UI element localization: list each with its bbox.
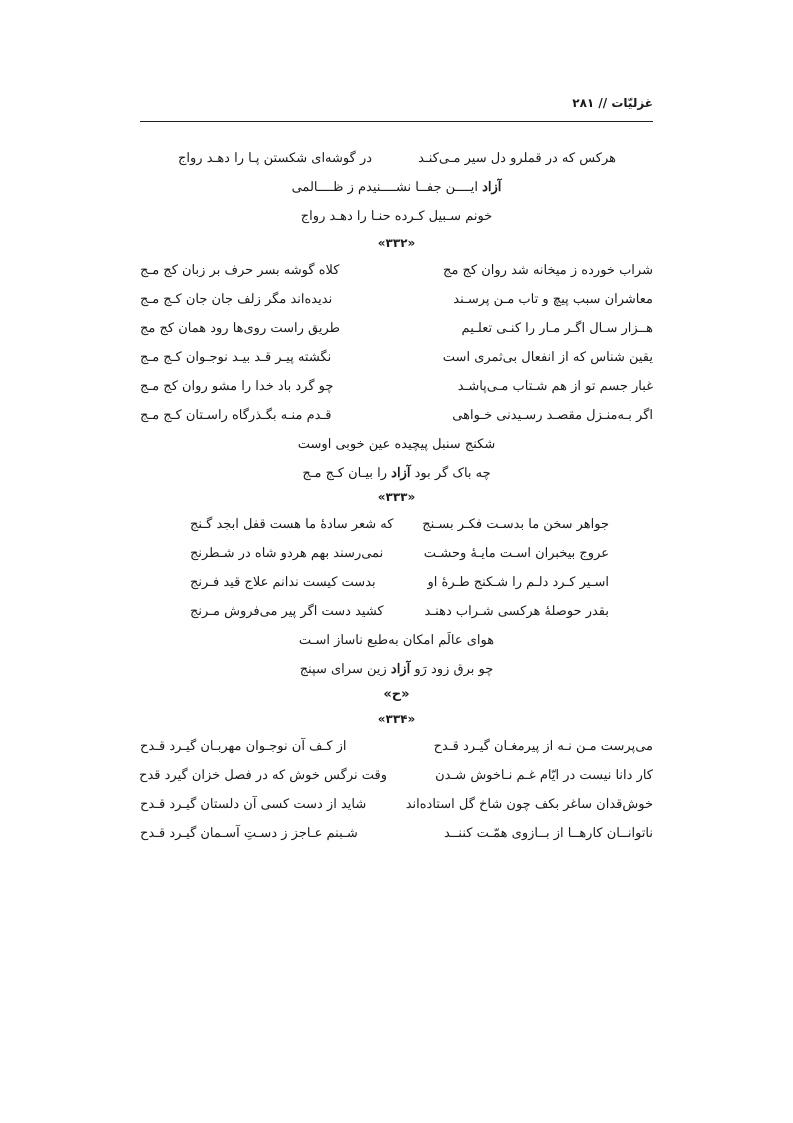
- hemistich-second: چو گرد باد خدا را مشو روان کج مـج: [140, 379, 334, 394]
- closing-line-text: زین سرای سپنج: [299, 662, 391, 677]
- closing-line: هوای عالَم امکان به‌طبع ناساز اسـت: [298, 633, 495, 648]
- hemistich-first: یقین شناس که از انفعال بی‌ثمری است: [442, 350, 653, 365]
- hemistich-second: نگشته پیـر قـد بیـد نوجـوان کـج مـج: [140, 350, 332, 365]
- ghazal-332: [140, 230, 653, 488]
- ghazal-number: «۳۳۳»: [377, 490, 416, 504]
- couplet: [140, 732, 653, 761]
- couplet: [140, 510, 653, 539]
- couplet: [140, 372, 653, 401]
- ghazal-number: «۳۳۲»: [377, 236, 416, 250]
- couplet: [140, 256, 653, 285]
- ghazal-number: «۳۳۴»: [377, 712, 416, 726]
- header-divider: [140, 121, 653, 122]
- running-header: غزلیّات // ۲۸۱: [572, 96, 653, 110]
- hemistich-second: کلاه گوشه بسر حرف بر زبان کج مـج: [140, 263, 340, 278]
- hemistich-second: کشید دست اگر پیر می‌فروش مـرنج: [190, 604, 384, 619]
- hemistich-first: جواهر سخن ما بدسـت فکـر بسـنج: [422, 517, 609, 532]
- hemistich-second: طریق راست روی‌ها رود همان کج مج: [140, 321, 341, 336]
- hemistich-first: اگر بـه‌منـزل مقصـد رسـیدنی خـواهی: [452, 408, 653, 423]
- hemistich-second: در گوشه‌ای شکستن پـا را دهـد رواج: [178, 151, 373, 166]
- hemistich-first: اسـیر کـرد دلـم را شـکنج طـرهٔ او: [427, 575, 609, 590]
- couplet: [140, 314, 653, 343]
- hemistich-second: بدست کیست ندانم علاج قید فـرنج: [190, 575, 376, 590]
- hemistich-first: کار دانا نیست در ایّام غـم نـاخوش شـدن: [435, 768, 653, 783]
- closing-line: [140, 173, 653, 202]
- poet-name: آزاد: [482, 180, 502, 195]
- couplet: [140, 819, 653, 848]
- hemistich-first: می‌پرست مـن نـه از پیرمغـان گیـرد قـدح: [433, 739, 653, 754]
- couplet: [140, 343, 653, 372]
- hemistich-first: خوش‌قدان ساغر بکف چون شاخ گل استاده‌اند: [405, 797, 653, 812]
- hemistich-second: قـدم منـه بگـذرگاه راسـتان کـج مـج: [140, 408, 332, 423]
- poet-name: آزاد: [390, 662, 411, 677]
- couplet: [140, 568, 653, 597]
- couplet: [140, 539, 653, 568]
- ghazal-333: [140, 484, 653, 684]
- closing-line-text: را بیـان کـج مـج: [302, 466, 392, 481]
- couplet: [140, 144, 653, 173]
- hemistich-first: شراب خورده ز میخانه شد روان کج مج: [443, 263, 653, 278]
- hemistich-second: ندیده‌اند مگر زلف جان جان کـج مـج: [140, 292, 333, 307]
- poem-continuation: [140, 144, 653, 231]
- couplet: [140, 761, 653, 790]
- ghazal-334: [140, 684, 653, 848]
- hemistich-first: ناتوانــان کارهــا از بــازوی همّـت کننــد: [443, 826, 653, 841]
- hemistich-first: بقدر حوصلهٔ هرکسی شـراب دهنـد: [424, 604, 609, 619]
- hemistich-second: شـبنم عـاجز ز دسـتِ آسـمان گیـرد قـدح: [140, 826, 358, 841]
- hemistich-second: وقت نرگس خوش که در فصل خزان گیرد قدح: [139, 768, 387, 783]
- closing-line-text: چو برق زود رَو: [410, 662, 494, 677]
- hemistich-first: عروج بیخبران اسـت مایـهٔ وحشـت: [423, 546, 609, 561]
- closing-line: خونم سـبیل کـرده حنـا را دهـد رواج: [300, 209, 493, 224]
- closing-line: شکنج سنبل پیچیده عین خوبی اوست: [297, 437, 496, 452]
- closing-line: [140, 655, 653, 684]
- hemistich-second: از کـف آن نوجـوان مهربـان گیـرد قـدح: [140, 739, 347, 754]
- couplet: [140, 790, 653, 819]
- hemistich-first: هــزار سـال اگـر مـار را کنـی تعلـیم: [461, 321, 653, 336]
- hemistich-second: که شعر سادهٔ ما هست قفل ابجد گـنج: [190, 517, 394, 532]
- couplet: [140, 597, 653, 626]
- closing-line-text: ایــــن جفــا نشــــنیدم ز ظــــالمی: [291, 180, 483, 195]
- poet-name: آزاد: [391, 466, 411, 481]
- hemistich-second: شاید از دست کسی آن دلستان گیـرد قـدح: [140, 797, 367, 812]
- couplet: [140, 285, 653, 314]
- couplet: [140, 401, 653, 430]
- hemistich-first: معاشران سبب پیچ و تاب مـن پرسـند: [453, 292, 653, 307]
- section-letter: «ح»: [383, 687, 410, 702]
- hemistich-first: هرکس که در قملرو دل سیر مـی‌کنـد: [418, 151, 616, 166]
- hemistich-second: نمی‌رسند بهم هردو شاه در شـطرنج: [190, 546, 384, 561]
- closing-line-text: چه باک گر بود: [410, 466, 491, 481]
- hemistich-first: غبار جسم تو از هم شـتاب مـی‌پاشـد: [457, 379, 653, 394]
